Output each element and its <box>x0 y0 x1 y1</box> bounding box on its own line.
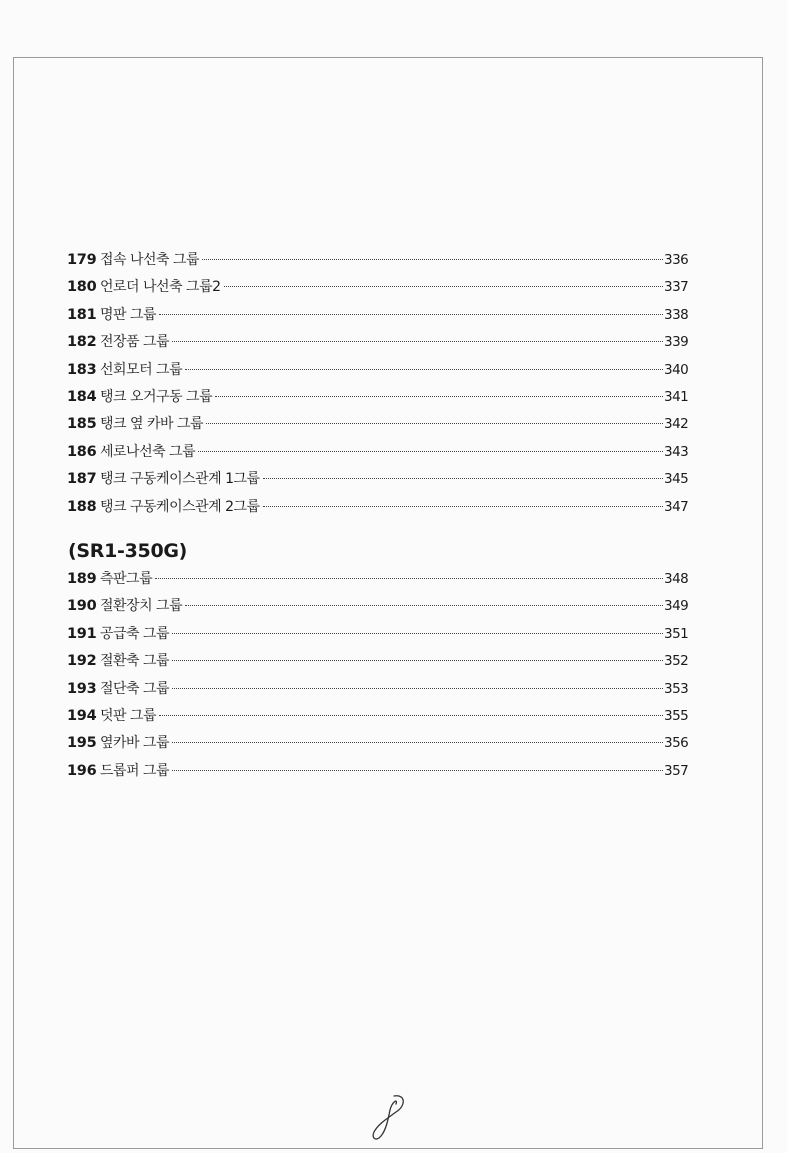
entry-page: 351 <box>664 625 689 642</box>
entry-page: 355 <box>664 707 689 724</box>
toc-entry <box>67 329 687 356</box>
toc-section-2 <box>67 566 687 785</box>
dot-leader <box>198 450 663 452</box>
entry-title: 탱크 오거구동 그룹 <box>100 388 213 405</box>
entry-title: 절환축 그룹 <box>100 653 170 670</box>
entry-number: 180 <box>67 279 97 296</box>
toc-entry <box>67 439 687 466</box>
dot-leader <box>206 422 663 424</box>
entry-page: 338 <box>664 306 689 323</box>
entry-page: 340 <box>664 361 689 378</box>
entry-number: 194 <box>67 707 97 724</box>
toc-entry <box>67 357 687 384</box>
toc-entry <box>67 274 687 301</box>
entry-page: 353 <box>664 680 689 697</box>
entry-number: 196 <box>67 762 97 779</box>
toc-entry <box>67 302 687 329</box>
entry-number: 189 <box>67 571 97 587</box>
entry-number: 192 <box>67 653 97 670</box>
dot-leader <box>185 368 663 370</box>
toc-section-1 <box>67 247 687 521</box>
entry-page: 348 <box>664 571 689 587</box>
toc-entry <box>67 621 687 648</box>
dot-leader <box>172 769 663 771</box>
toc-entry <box>67 566 687 593</box>
dot-leader <box>172 632 663 634</box>
entry-page: 341 <box>664 388 689 405</box>
dot-leader <box>263 505 663 507</box>
entry-title: 탱크 옆 카바 그룹 <box>100 416 204 433</box>
entry-page: 337 <box>664 279 689 296</box>
toc-entry <box>67 703 687 730</box>
dot-leader <box>155 577 663 579</box>
entry-title: 선회모터 그룹 <box>100 361 183 378</box>
entry-title: 접속 나선축 그룹 <box>100 252 200 268</box>
entry-number: 191 <box>67 625 97 642</box>
toc-entry <box>67 384 687 411</box>
entry-title: 덧판 그룹 <box>100 707 157 724</box>
entry-page: 345 <box>664 471 689 488</box>
dot-leader <box>185 604 663 606</box>
dot-leader <box>172 340 663 342</box>
entry-title: 세로나선축 그룹 <box>100 443 196 460</box>
toc-entry <box>67 593 687 620</box>
toc-entry <box>67 466 687 493</box>
dot-leader <box>215 395 663 397</box>
entry-title: 옆카바 그룹 <box>100 735 170 752</box>
entry-page: 356 <box>664 735 689 752</box>
entry-number: 187 <box>67 471 97 488</box>
entry-number: 186 <box>67 443 97 460</box>
entry-title: 탱크 구동케이스관계 1그룹 <box>100 471 260 488</box>
entry-title: 공급축 그룹 <box>100 625 170 642</box>
entry-title: 명판 그룹 <box>100 306 157 323</box>
dot-leader <box>172 687 663 689</box>
entry-title: 절환장치 그룹 <box>100 598 183 615</box>
dot-leader <box>172 659 663 661</box>
dot-leader <box>159 313 663 315</box>
toc-entry <box>67 648 687 675</box>
toc-entry <box>67 730 687 757</box>
entry-page: 349 <box>664 598 689 615</box>
toc-entry <box>67 758 687 785</box>
entry-number: 181 <box>67 306 97 323</box>
dot-leader <box>172 741 663 743</box>
handwritten-page-number <box>366 1092 411 1142</box>
entry-title: 탱크 구동케이스관계 2그룹 <box>100 498 260 515</box>
section-heading: (SR1-350G) <box>68 540 188 562</box>
dot-leader <box>202 258 663 260</box>
toc-entry <box>67 247 687 274</box>
entry-title: 전장품 그룹 <box>100 334 170 351</box>
entry-number: 185 <box>67 416 97 433</box>
entry-number: 179 <box>67 252 97 268</box>
toc-entry <box>67 411 687 438</box>
entry-title: 절단축 그룹 <box>100 680 170 697</box>
entry-title: 측판그룹 <box>100 571 153 587</box>
entry-number: 182 <box>67 334 97 351</box>
entry-page: 343 <box>664 443 689 460</box>
entry-page: 357 <box>664 762 689 779</box>
entry-title: 드롭퍼 그룹 <box>100 762 170 779</box>
entry-page: 336 <box>664 252 689 268</box>
dot-leader <box>263 477 663 479</box>
toc-entry <box>67 494 687 521</box>
entry-number: 183 <box>67 361 97 378</box>
entry-page: 342 <box>664 416 689 433</box>
entry-number: 190 <box>67 598 97 615</box>
toc-entry <box>67 676 687 703</box>
entry-page: 352 <box>664 653 689 670</box>
dot-leader <box>224 285 664 287</box>
entry-number: 195 <box>67 735 97 752</box>
dot-leader <box>159 714 663 716</box>
entry-title: 언로더 나선축 그룹2 <box>100 279 221 296</box>
entry-number: 188 <box>67 498 97 515</box>
entry-page: 339 <box>664 334 689 351</box>
entry-number: 184 <box>67 388 97 405</box>
entry-page: 347 <box>664 498 689 515</box>
entry-number: 193 <box>67 680 97 697</box>
